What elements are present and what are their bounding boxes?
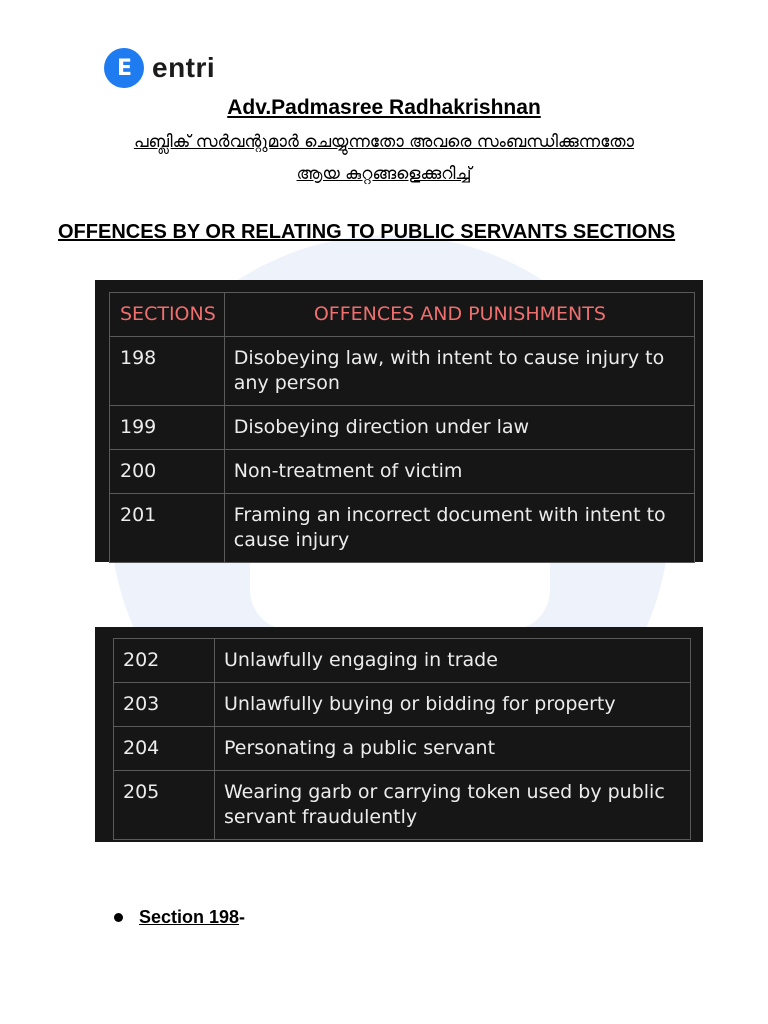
offence-description: Unlawfully buying or bidding for property: [215, 683, 691, 727]
section-bullet: [114, 907, 245, 928]
offences-table-1: [95, 280, 703, 562]
table-row: [114, 683, 691, 727]
offence-description: Non-treatment of victim: [224, 450, 694, 494]
section-number: 205: [114, 771, 215, 840]
entri-logo-icon: E: [104, 48, 144, 88]
table-row: [114, 771, 691, 840]
section-heading: OFFENCES BY OR RELATING TO PUBLIC SERVANTS SECTIONS: [58, 221, 676, 243]
section-number: 199: [110, 406, 225, 450]
offence-description: Unlawfully engaging in trade: [215, 639, 691, 683]
subtitle-malayalam-line-1: പബ്ലിക് സർവന്റുമാർ ചെയ്യുന്നതോ അവരെ സംബന്ധിക്കുന്നതോ: [133, 132, 635, 152]
offence-description: Disobeying direction under law: [224, 406, 694, 450]
table-row: [110, 337, 695, 406]
subtitle-malayalam-line-2: ആയ കുറ്റങ്ങളെക്കുറിച്ച്: [296, 164, 472, 184]
section-number: 203: [114, 683, 215, 727]
section-number: 198: [110, 337, 225, 406]
section-number: 200: [110, 450, 225, 494]
table-header-row: [110, 293, 695, 337]
offence-description: Wearing garb or carrying token used by public servant fraudulently: [215, 771, 691, 840]
offence-description: Disobeying law, with intent to cause injury to any person: [224, 337, 694, 406]
offence-description: Framing an incorrect document with intent to cause injury: [224, 494, 694, 563]
brand-name: entri: [152, 52, 216, 83]
bullet-suffix: -: [239, 907, 246, 927]
header-offences: OFFENCES AND PUNISHMENTS: [224, 293, 694, 337]
section-number: 202: [114, 639, 215, 683]
table-row: [110, 406, 695, 450]
bullet-icon: [114, 913, 123, 922]
author-name: Adv.Padmasree Radhakrishnan: [227, 96, 541, 119]
header-sections: SECTIONS: [110, 293, 225, 337]
offences-table-2: [95, 627, 703, 842]
section-number: 204: [114, 727, 215, 771]
table-row: [110, 494, 695, 563]
section-number: 201: [110, 494, 225, 563]
section-198-label: Section 198: [139, 907, 240, 927]
offence-description: Personating a public servant: [215, 727, 691, 771]
table-row: [114, 727, 691, 771]
entri-logo: [104, 48, 215, 88]
table-row: [114, 639, 691, 683]
table-row: [110, 450, 695, 494]
